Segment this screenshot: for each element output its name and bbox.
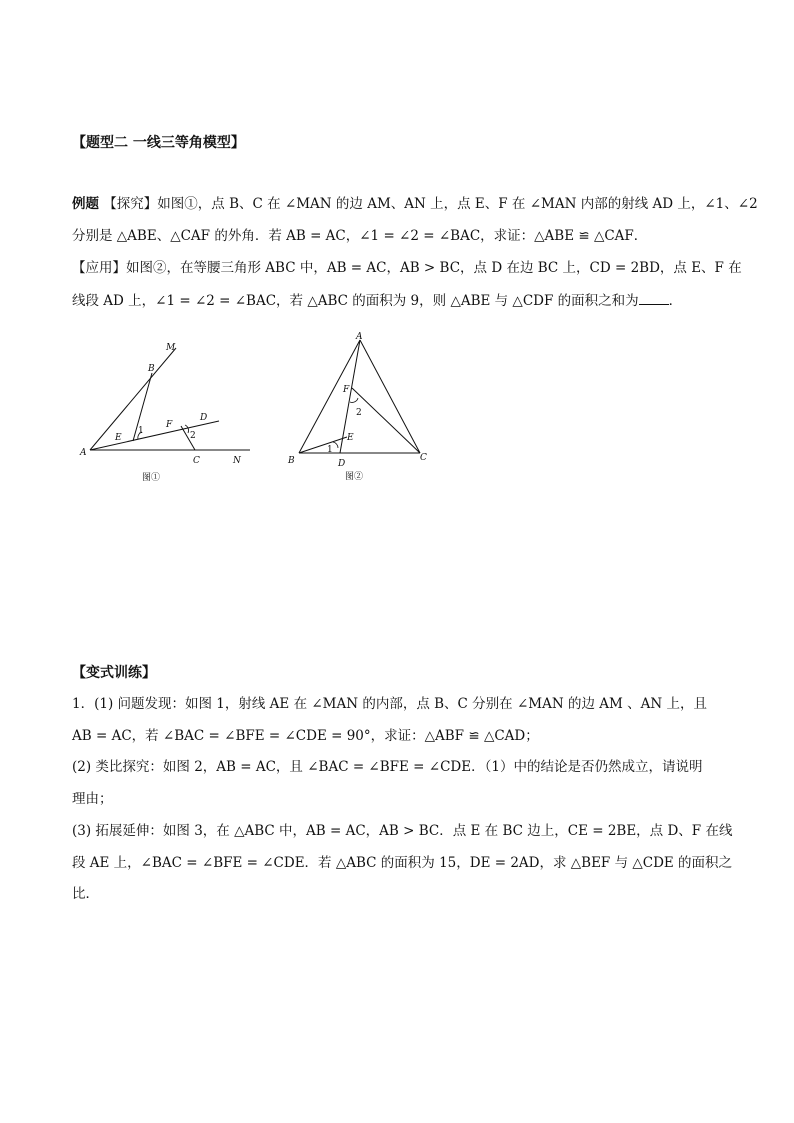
label-f: F xyxy=(343,385,350,395)
label-a: A xyxy=(356,332,363,342)
label-a: A xyxy=(80,448,87,458)
section-title-type2: 【题型二 一线三等角模型】 xyxy=(72,135,245,151)
label-f: F xyxy=(166,420,173,430)
label-2: 2 xyxy=(356,408,362,418)
label-c: C xyxy=(193,456,200,466)
label-n: N xyxy=(233,456,241,466)
figure-2-caption: 图② xyxy=(345,472,364,482)
label-1: 1 xyxy=(138,426,144,436)
label-e: E xyxy=(115,433,122,443)
angle-arc-1 xyxy=(333,442,338,448)
label-c: C xyxy=(420,453,427,463)
label-e: E xyxy=(347,433,354,443)
example-label: 例题 xyxy=(72,196,99,212)
label-1: 1 xyxy=(327,445,333,455)
label-d: D xyxy=(200,413,208,423)
example-line-3: 【应用】如图②，在等腰三角形 ABC 中，AB = AC，AB > BC，点 D 在边 BC 上，CD = 2BD，点 E、F 在 xyxy=(72,260,742,276)
segment-cf xyxy=(352,388,420,453)
practice-line-7: 比． xyxy=(72,886,99,902)
practice-line-4: 理由； xyxy=(72,791,113,807)
practice-line-1: 1．(1) 问题发现：如图 1，射线 AE 在 ∠MAN 的内部，点 B、C 分别在 ∠MAN 的边 AM 、AN 上，且 xyxy=(72,696,707,712)
example-line-4 xyxy=(72,290,732,311)
practice-line-2: AB = AC，若 ∠BAC = ∠BFE = ∠CDE = 90°，求证：△ABF ≌ △CAD； xyxy=(72,728,539,744)
figure-1-caption: 图① xyxy=(142,473,161,483)
ray-ad xyxy=(90,421,219,450)
example-line-2: 分别是 △ABE、△CAF 的外角．若 AB = AC，∠1 = ∠2 = ∠BAC，求证：△ABE ≌ △CAF． xyxy=(72,228,648,244)
side-ac xyxy=(360,340,420,453)
example-text-4-end: ． xyxy=(668,293,683,309)
label-b: B xyxy=(288,456,295,466)
figure-1 xyxy=(78,338,263,488)
example-text-1: 【探究】如图①，点 B、C 在 ∠MAN 的边 AM、AN 上，点 E、F 在 ∠MAN 内部的射线 AD 上，∠1、∠2 xyxy=(103,196,758,212)
label-2: 2 xyxy=(190,431,196,441)
practice-line-3: (2) 类比探究：如图 2，AB = AC，且 ∠BAC = ∠BFE = ∠CDE．（1）中的结论是否仍然成立，请说明 xyxy=(72,759,703,775)
ray-am xyxy=(90,348,176,450)
label-d: D xyxy=(338,459,346,469)
practice-line-6: 段 AE 上，∠BAC = ∠BFE = ∠CDE．若 △ABC 的面积为 15，DE = 2AD，求 △BEF 与 △CDE 的面积之 xyxy=(72,855,733,871)
figure-2 xyxy=(283,330,433,485)
example-line-1 xyxy=(72,194,758,214)
section-title-practice: 【变式训练】 xyxy=(72,665,156,681)
label-b: B xyxy=(148,364,155,374)
example-text-4: 线段 AD 上，∠1 = ∠2 = ∠BAC，若 △ABC 的面积为 9，则 △ABE 与 △CDF 的面积之和为 xyxy=(72,293,639,309)
angle-arc-2 xyxy=(350,398,358,402)
label-m: M xyxy=(166,343,176,353)
practice-line-5: (3) 拓展延伸：如图 3，在 △ABC 中，AB = AC，AB > BC．点 E 在 BC 边上，CE = 2BE，点 D、F 在线 xyxy=(72,823,733,839)
answer-blank[interactable] xyxy=(639,290,669,305)
